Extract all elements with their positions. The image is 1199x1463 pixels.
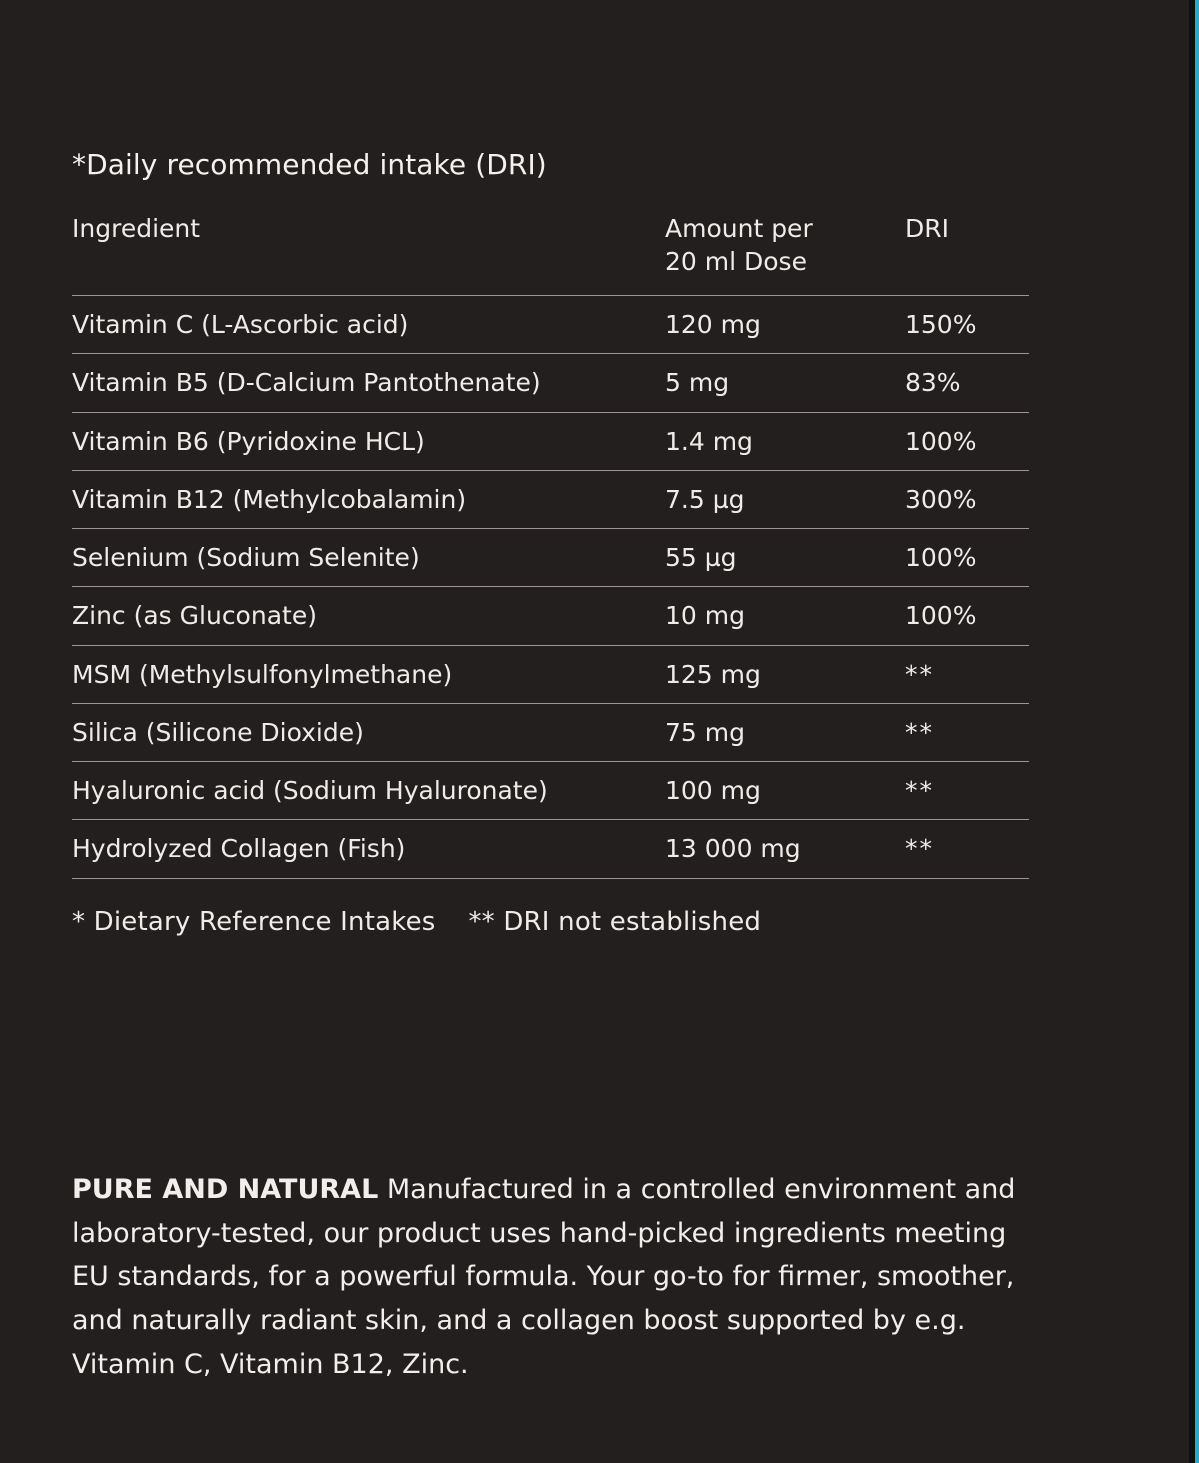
table-header-row <box>72 212 1029 296</box>
cell-dri: 100% <box>905 412 1029 470</box>
table-row <box>72 296 1029 354</box>
cell-amount: 5 mg <box>665 354 905 412</box>
table-row <box>72 820 1029 878</box>
pure-and-natural-paragraph <box>72 1168 1037 1387</box>
cell-ingredient: Zinc (as Gluconate) <box>72 587 665 645</box>
cell-ingredient: Hydrolyzed Collagen (Fish) <box>72 820 665 878</box>
cell-ingredient: MSM (Methylsulfonylmethane) <box>72 645 665 703</box>
cell-dri: 100% <box>905 529 1029 587</box>
cell-dri: ** <box>905 820 1029 878</box>
table-body <box>72 296 1029 879</box>
cell-amount: 1.4 mg <box>665 412 905 470</box>
cell-amount: 55 µg <box>665 529 905 587</box>
cell-amount: 100 mg <box>665 762 905 820</box>
nutrition-table <box>72 212 1029 879</box>
pure-and-natural-heading: PURE AND NATURAL <box>72 1174 379 1205</box>
table-row <box>72 529 1029 587</box>
cell-dri: 150% <box>905 296 1029 354</box>
table-row <box>72 703 1029 761</box>
cell-dri: 300% <box>905 470 1029 528</box>
table-row <box>72 645 1029 703</box>
column-header-ingredient: Ingredient <box>72 213 201 243</box>
cell-amount: 13 000 mg <box>665 820 905 878</box>
table-header <box>72 212 1029 296</box>
cell-dri: ** <box>905 645 1029 703</box>
column-header-amount-line1: Amount per <box>665 213 813 243</box>
cell-dri: ** <box>905 762 1029 820</box>
column-header-amount-line2: 20 ml Dose <box>665 247 807 277</box>
cell-ingredient: Vitamin B12 (Methylcobalamin) <box>72 470 665 528</box>
table-row <box>72 470 1029 528</box>
cell-amount: 120 mg <box>665 296 905 354</box>
table-footnotes <box>72 907 1072 937</box>
accent-edge-strip <box>1195 0 1199 1463</box>
table-row <box>72 762 1029 820</box>
column-header-amount <box>665 212 905 296</box>
cell-dri: 100% <box>905 587 1029 645</box>
table-row <box>72 587 1029 645</box>
cell-amount: 75 mg <box>665 703 905 761</box>
cell-ingredient: Selenium (Sodium Selenite) <box>72 529 665 587</box>
table-row <box>72 354 1029 412</box>
dri-section <box>72 0 1072 937</box>
footnote-dri-not-established: ** DRI not established <box>468 906 762 937</box>
cell-ingredient: Vitamin B5 (D-Calcium Pantothenate) <box>72 354 665 412</box>
cell-ingredient: Silica (Silicone Dioxide) <box>72 703 665 761</box>
cell-ingredient: Vitamin B6 (Pyridoxine HCL) <box>72 412 665 470</box>
cell-dri: 83% <box>905 354 1029 412</box>
cell-ingredient: Vitamin C (L-Ascorbic acid) <box>72 296 665 354</box>
footnote-dietary-reference-intakes: * Dietary Reference Intakes <box>72 906 436 937</box>
cell-amount: 10 mg <box>665 587 905 645</box>
cell-amount: 7.5 µg <box>665 470 905 528</box>
table-row <box>72 412 1029 470</box>
cell-ingredient: Hyaluronic acid (Sodium Hyaluronate) <box>72 762 665 820</box>
pure-and-natural-body: Manufactured in a controlled environment and laboratory-tested, our product uses hand-picked ingredients meeting EU standards, for a powerful formula. Your go-to for firmer, smoother, and naturally radiant skin, and a collagen boost supported by e.g. Vitamin C, Vitamin B12, Zinc. <box>72 1174 1016 1380</box>
column-header-dri: DRI <box>905 213 949 243</box>
cell-dri: ** <box>905 703 1029 761</box>
dri-title: *Daily recommended intake (DRI) <box>72 148 547 181</box>
cell-amount: 125 mg <box>665 645 905 703</box>
